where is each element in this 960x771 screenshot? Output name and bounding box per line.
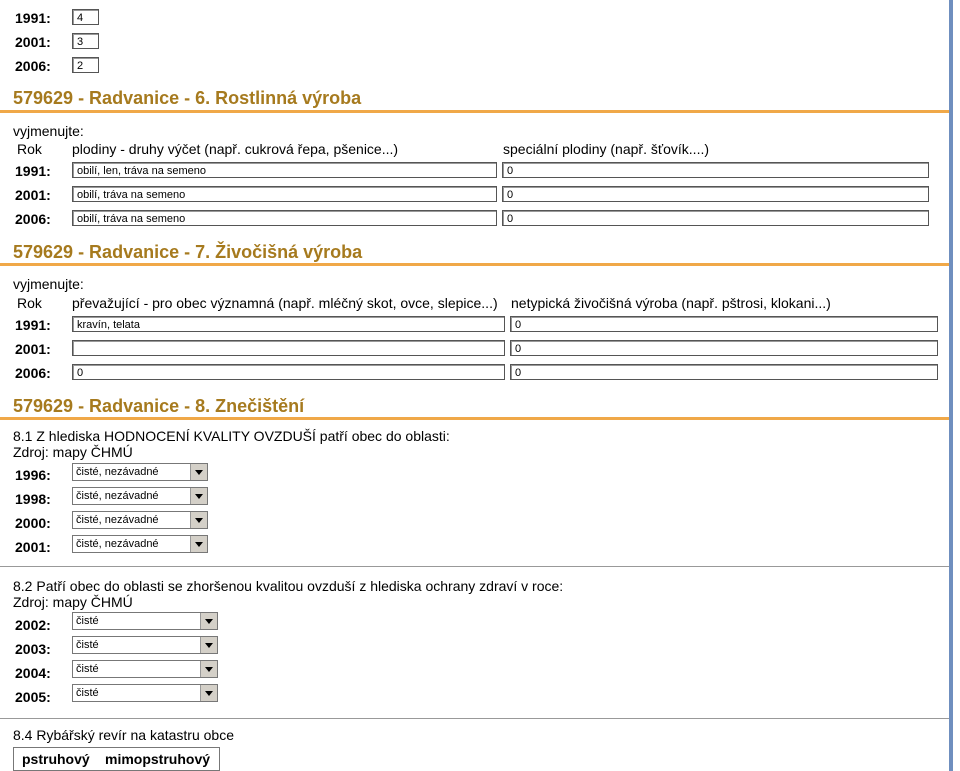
chevron-down-icon[interactable]: [200, 637, 217, 653]
section-divider: [0, 110, 949, 113]
air-quality-select[interactable]: [72, 511, 208, 529]
column-header-crops: plodiny - druhy výčet (např. cukrová řepa, pšenice...): [72, 141, 399, 157]
value-field[interactable]: 4: [72, 9, 99, 25]
divider: [0, 718, 949, 719]
chevron-down-icon[interactable]: [190, 536, 207, 552]
section-divider: [0, 417, 949, 420]
atypical-livestock-field[interactable]: 0: [510, 340, 938, 356]
column-header-special-crops: speciální plodiny (např. šťovík....): [503, 141, 710, 157]
chevron-down-icon[interactable]: [190, 512, 207, 528]
atypical-livestock-field[interactable]: 0: [510, 316, 938, 332]
air-quality-select[interactable]: [72, 535, 208, 553]
special-crops-field[interactable]: 0: [502, 162, 929, 178]
source-label: Zdroj: mapy ČHMÚ: [13, 444, 133, 460]
year-label: 2003:: [15, 641, 51, 657]
year-label: 2006:: [15, 58, 51, 74]
column-header-livestock: převažující - pro obec významná (např. mléčný skot, ovce, slepice...): [72, 295, 498, 311]
question-8-4: 8.4 Rybářský revír na katastru obce: [13, 727, 234, 743]
value-field[interactable]: 2: [72, 57, 99, 73]
column-header-year: Rok: [17, 141, 42, 157]
select-value: čisté, nezávadné: [76, 466, 159, 478]
select-value: čisté: [76, 663, 99, 675]
chevron-down-icon[interactable]: [200, 685, 217, 701]
year-label: 2004:: [15, 665, 51, 681]
fishing-table-header: [13, 747, 220, 771]
select-value: čisté: [76, 639, 99, 651]
crops-field[interactable]: obilí, len, tráva na semeno: [72, 162, 497, 178]
column-header-year: Rok: [17, 295, 42, 311]
livestock-field[interactable]: [72, 340, 505, 356]
column-header-non-trout: mimopstruhový: [105, 751, 211, 767]
column-header-trout: pstruhový: [22, 751, 90, 767]
special-crops-field[interactable]: 0: [502, 186, 929, 202]
chevron-down-icon[interactable]: [190, 488, 207, 504]
year-label: 1998:: [15, 491, 51, 507]
section-title: 579629 - Radvanice - 7. Živočišná výroba: [13, 242, 363, 262]
instruction-label: vyjmenujte:: [13, 276, 84, 292]
column-header-atypical-livestock: netypická živočišná výroba (např. pštrosi, klokani...): [511, 295, 831, 311]
section-title: 579629 - Radvanice - 6. Rostlinná výroba: [13, 88, 362, 108]
chevron-down-icon[interactable]: [200, 613, 217, 629]
year-label: 2002:: [15, 617, 51, 633]
air-quality-select[interactable]: [72, 487, 208, 505]
question-8-1: 8.1 Z hlediska HODNOCENÍ KVALITY OVZDUŠÍ patří obec do oblasti:: [13, 428, 450, 444]
select-value: čisté: [76, 615, 99, 627]
special-crops-field[interactable]: 0: [502, 210, 929, 226]
year-label: 2001:: [15, 34, 51, 50]
crops-field[interactable]: obilí, tráva na semeno: [72, 186, 497, 202]
question-8-2: 8.2 Patří obec do oblasti se zhoršenou kvalitou ovzduší z hlediska ochrany zdraví v roce:: [13, 578, 564, 594]
air-quality-health-select[interactable]: [72, 636, 218, 654]
select-value: čisté, nezávadné: [76, 514, 159, 526]
crops-field[interactable]: obilí, tráva na semeno: [72, 210, 497, 226]
year-label: 2001:: [15, 539, 51, 555]
select-value: čisté, nezávadné: [76, 490, 159, 502]
year-label: 1991:: [15, 10, 51, 26]
right-border-bar: [949, 0, 953, 771]
chevron-down-icon[interactable]: [190, 464, 207, 480]
chevron-down-icon[interactable]: [200, 661, 217, 677]
livestock-field[interactable]: 0: [72, 364, 505, 380]
value-field[interactable]: 3: [72, 33, 99, 49]
year-label: 1991:: [15, 317, 51, 333]
divider: [0, 566, 949, 567]
year-label: 2006:: [15, 365, 51, 381]
section-divider: [0, 263, 949, 266]
air-quality-health-select[interactable]: [72, 684, 218, 702]
year-label: 2001:: [15, 187, 51, 203]
year-label: 2001:: [15, 341, 51, 357]
instruction-label: vyjmenujte:: [13, 123, 84, 139]
year-label: 2005:: [15, 689, 51, 705]
section-title: 579629 - Radvanice - 8. Znečištění: [13, 396, 305, 416]
year-label: 2000:: [15, 515, 51, 531]
air-quality-health-select[interactable]: [72, 660, 218, 678]
select-value: čisté, nezávadné: [76, 538, 159, 550]
year-label: 2006:: [15, 211, 51, 227]
atypical-livestock-field[interactable]: 0: [510, 364, 938, 380]
air-quality-health-select[interactable]: [72, 612, 218, 630]
year-label: 1991:: [15, 163, 51, 179]
air-quality-select[interactable]: [72, 463, 208, 481]
source-label: Zdroj: mapy ČHMÚ: [13, 594, 133, 610]
livestock-field[interactable]: kravín, telata: [72, 316, 505, 332]
select-value: čisté: [76, 687, 99, 699]
year-label: 1996:: [15, 467, 51, 483]
